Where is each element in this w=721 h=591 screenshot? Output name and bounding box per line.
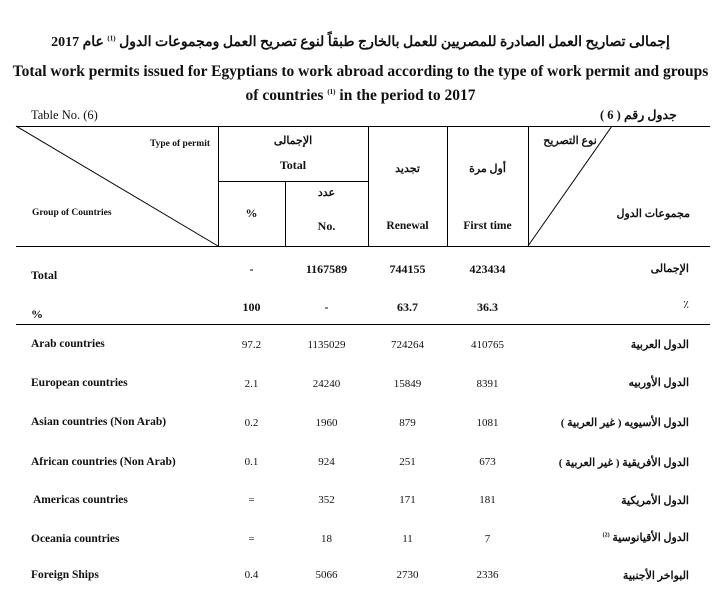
row-label-en: Asian countries (Non Arab) xyxy=(31,416,167,428)
first-time-header-en: First time xyxy=(463,220,512,232)
row-no: 1135029 xyxy=(307,339,346,351)
row-first: 1081 xyxy=(476,417,499,429)
row-label-ar xyxy=(631,338,689,351)
type-of-permit-label-ar: نوع التصريح xyxy=(543,135,597,147)
type-of-permit-label: Type of permit xyxy=(150,139,210,149)
row-pct: 97.2 xyxy=(241,339,262,351)
first-time-header-ar: أول مرة xyxy=(469,163,506,175)
percent-renewal: 63.7 xyxy=(397,300,418,314)
arabic-title-footnote: (1) xyxy=(107,34,116,43)
total-no: 1167589 xyxy=(305,262,348,276)
no-header-en: No. xyxy=(317,219,336,233)
english-title-part-b: in the period to 2017 xyxy=(339,87,476,104)
pct-header: % xyxy=(245,206,258,220)
english-title-footnote: (1) xyxy=(327,87,336,96)
row-no: 1960 xyxy=(315,417,338,429)
row-label-ar-text: الدول الأمريكية xyxy=(621,495,689,507)
table-number-ar: جدول رقم ( 6 ) xyxy=(600,108,677,122)
row-label-en: African countries (Non Arab) xyxy=(31,456,176,468)
row-no: 5066 xyxy=(315,569,338,581)
row-pct: 0.1 xyxy=(244,456,259,468)
row-label-ar xyxy=(561,416,689,429)
row-renewal: 879 xyxy=(399,417,416,429)
percent-label-en: % xyxy=(31,307,43,321)
row-label-en: Americas countries xyxy=(33,494,128,506)
row-label-ar xyxy=(603,531,689,544)
english-title-line1: Total work permits issued for Egyptians to work abroad according to the type of work permit and groups xyxy=(12,63,709,80)
row-renewal: 11 xyxy=(402,533,413,545)
row-label-ar-text: الدول العربية xyxy=(630,339,689,351)
row-pct: = xyxy=(248,494,255,506)
row-label-en: European countries xyxy=(31,377,128,389)
total-first: 423434 xyxy=(469,262,506,276)
percent-pct: 100 xyxy=(242,300,261,314)
group-of-countries-label: Group of Countries xyxy=(32,208,112,218)
no-header-ar: عدد xyxy=(317,187,336,199)
total-pct: - xyxy=(249,262,254,276)
row-label-en: Oceania countries xyxy=(31,533,120,545)
row-no: 924 xyxy=(318,456,335,468)
row-renewal: 171 xyxy=(399,494,416,506)
group-of-countries-label-ar: مجموعات الدول xyxy=(616,208,690,220)
row-label-ar xyxy=(629,376,689,389)
percent-no: - xyxy=(324,300,329,314)
row-label-en: Arab countries xyxy=(31,338,105,350)
row-no: 24240 xyxy=(312,378,341,390)
row-first: 181 xyxy=(479,494,496,506)
row-no: 352 xyxy=(318,494,335,506)
row-label-ar-text: البواخر الأجنبية xyxy=(622,570,689,582)
row-label-en: Foreign Ships xyxy=(31,569,99,581)
row-renewal: 15849 xyxy=(393,378,422,390)
english-title-part-a: of countries xyxy=(245,87,324,104)
renewal-header-ar: تجديد xyxy=(395,163,420,175)
row-no: 18 xyxy=(321,533,332,545)
row-renewal: 251 xyxy=(399,456,416,468)
table-number-en: Table No. (6) xyxy=(31,108,98,122)
row-pct: 0.2 xyxy=(244,417,259,429)
row-footnote: (2) xyxy=(602,532,610,539)
arabic-title-year: عام 2017 xyxy=(51,35,104,50)
total-label-ar: الإجمالى xyxy=(273,135,313,147)
row-first: 673 xyxy=(479,456,496,468)
row-first: 7 xyxy=(484,533,491,545)
percent-label-ar: ٪ xyxy=(683,299,689,311)
total-label-en: Total xyxy=(279,158,307,172)
row-first: 2336 xyxy=(476,569,499,581)
row-label-ar xyxy=(621,494,689,507)
row-label-ar xyxy=(623,569,689,582)
row-label-ar-text: الدول الأوربيه xyxy=(628,377,689,389)
total-label-ar-row: الإجمالى xyxy=(650,263,689,275)
row-label-ar-text: الدول الأفريقية ( غير العربية ) xyxy=(558,457,689,469)
total-renewal: 744155 xyxy=(389,262,426,276)
row-pct: = xyxy=(248,533,255,545)
row-renewal: 2730 xyxy=(396,569,419,581)
percent-first: 36.3 xyxy=(477,300,498,314)
row-pct: 2.1 xyxy=(244,378,259,390)
row-first: 8391 xyxy=(476,378,499,390)
total-label-en-row: Total xyxy=(31,268,58,282)
row-label-ar-text: الدول الأسيويه ( غير العربية ) xyxy=(560,417,689,429)
row-renewal: 724264 xyxy=(391,339,424,351)
arabic-title-text: إجمالى تصاريح العمل الصادرة للمصريين للعمل بالخارج طبقاً لنوع تصريح العمل ومجموعات الدول xyxy=(119,35,670,50)
row-pct: 0.4 xyxy=(244,569,259,581)
row-label-ar xyxy=(559,456,689,469)
renewal-header-en: Renewal xyxy=(386,220,429,232)
row-label-ar-text: الدول الأقيانوسية xyxy=(612,532,689,544)
row-first: 410765 xyxy=(471,339,504,351)
